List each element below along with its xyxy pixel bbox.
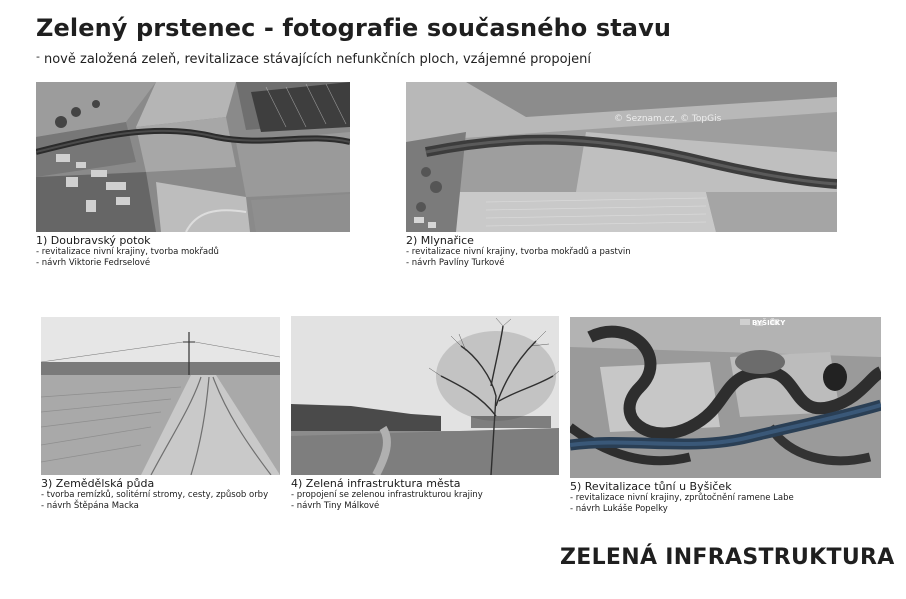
- caption-4: [291, 477, 561, 512]
- caption-2-title: 2) Mlynařice: [406, 234, 474, 247]
- caption-2-line-2: - návrh Pavlíny Turkové: [406, 258, 505, 268]
- caption-5-title: 5) Revitalizace tůní u Byšiček: [570, 480, 732, 493]
- subtitle-text: nově založená zeleň, revitalizace stávajících nefunkčních ploch, vzájemné propojení: [43, 52, 592, 67]
- caption-1-line-1: - revitalizace nivní krajiny, tvorba mokřadů: [36, 247, 219, 257]
- page-title: Zelený prstenec - fotografie současného stavu: [36, 14, 672, 42]
- caption-4-title: 4) Zelená infrastruktura města: [291, 477, 461, 490]
- caption-3-line-2: - návrh Štěpána Macka: [41, 501, 139, 511]
- caption-5-line-2: - návrh Lukáše Popelky: [570, 504, 668, 514]
- caption-3: [41, 477, 291, 512]
- caption-4-line-1: - propojení se zelenou infrastrukturou krajiny: [291, 490, 483, 500]
- map-place-label: BYŠIČKY: [752, 319, 786, 327]
- photo-doubravsky-potok: [36, 82, 350, 232]
- subtitle-dash: -: [36, 50, 40, 63]
- caption-2-line-1: - revitalizace nivní krajiny, tvorba mokřadů a pastvin: [406, 247, 631, 257]
- caption-3-line-1: - tvorba remízků, solitérní stromy, cesty, způsob orby: [41, 490, 269, 500]
- photo-zemedelska-puda: [41, 317, 280, 475]
- caption-5: [570, 480, 890, 515]
- caption-1-line-2: - návrh Viktorie Fedrselové: [36, 258, 151, 268]
- photo-zelena-infrastruktura-mesta: [291, 316, 559, 475]
- caption-1: [36, 234, 366, 269]
- photo-revitalizace-tuni: [570, 317, 881, 478]
- caption-1-title: 1) Doubravský potok: [36, 234, 151, 247]
- section-title: ZELENÁ INFRASTRUKTURA: [560, 545, 895, 570]
- map-watermark: © Seznam.cz, © TopGis: [614, 114, 722, 124]
- caption-2: [406, 234, 846, 269]
- caption-4-line-2: - návrh Tiny Málkové: [291, 501, 380, 511]
- page-subtitle: [36, 50, 591, 67]
- caption-3-title: 3) Zemědělská půda: [41, 477, 155, 490]
- caption-5-line-1: - revitalizace nivní krajiny, zprůtočnění ramene Labe: [570, 493, 794, 503]
- photo-mlynarice: [406, 82, 837, 232]
